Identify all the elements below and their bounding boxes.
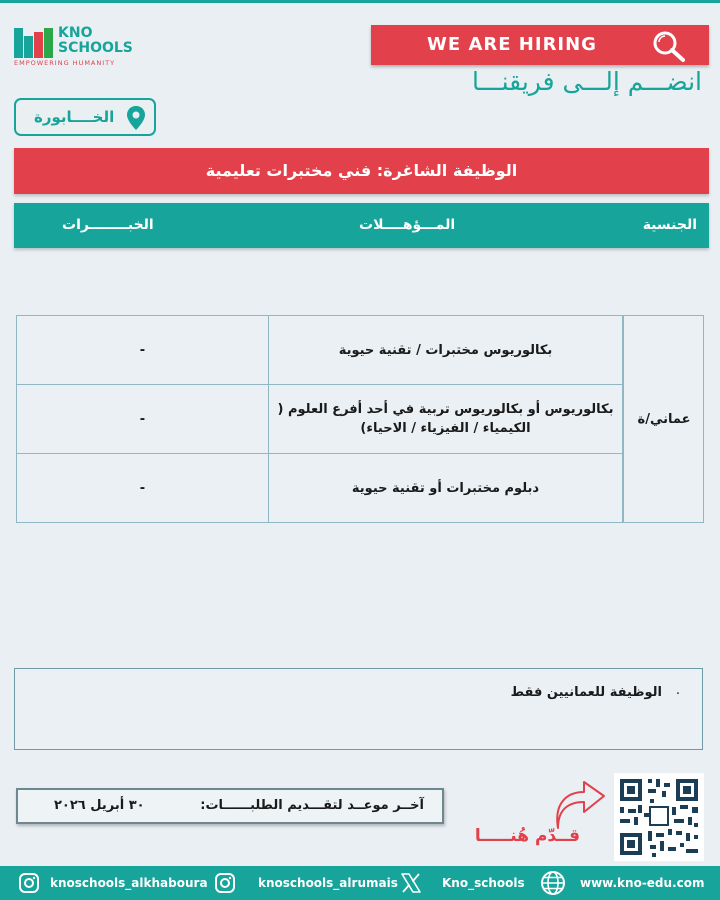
footer-item-instagram-alkhaboura[interactable] bbox=[18, 866, 208, 900]
logo-name bbox=[58, 26, 133, 56]
vacancy-bar bbox=[14, 148, 709, 194]
location-label: الخــــابورة bbox=[34, 108, 115, 126]
logo-name-line1: KNO bbox=[58, 25, 93, 41]
nationality-cell: عماني/ة bbox=[623, 316, 704, 523]
footer-item-x[interactable] bbox=[400, 866, 524, 900]
header-nationality: الجنسية bbox=[642, 217, 697, 233]
note-bullet: . bbox=[675, 683, 680, 698]
experience-cell-2: - bbox=[17, 385, 269, 454]
header-qualifications: المـــؤهــــلات bbox=[359, 217, 456, 233]
qualification-cell-3: دبلوم مختبرات أو تقنية حيوية bbox=[269, 454, 623, 523]
deadline-label: آخــر موعــد لتقـــديم الطلبــــــات: bbox=[200, 798, 424, 813]
footer-item-website[interactable] bbox=[540, 866, 710, 900]
logo-tagline: EMPOWERING HUMANITY bbox=[14, 59, 116, 67]
curved-arrow-icon bbox=[552, 780, 608, 832]
location-badge bbox=[14, 98, 156, 136]
footer-bar bbox=[0, 866, 720, 900]
kno-schools-logo bbox=[14, 26, 144, 70]
logo-mark-icon bbox=[14, 28, 54, 58]
footer-text-x: Kno_schools bbox=[442, 876, 525, 890]
globe-icon bbox=[540, 870, 566, 896]
note-text: الوظيفة للعمانيين فقط bbox=[510, 685, 662, 700]
job-requirements-table bbox=[16, 315, 704, 523]
table-header-bar bbox=[14, 203, 709, 248]
footer-text-website: www.kno-edu.com bbox=[580, 876, 705, 890]
hiring-text: WE ARE HIRING bbox=[427, 34, 597, 55]
deadline-box bbox=[16, 788, 444, 824]
location-pin-icon bbox=[126, 105, 146, 131]
apply-here-text: قــدّم هُنـــــا bbox=[474, 826, 580, 846]
join-text: انضـــم إلـــى فريقنـــا bbox=[472, 67, 702, 96]
qualification-cell-2: بكالوريوس أو بكالوريوس تربية في أحد أفرع العلوم ( الكيمياء / الفيزياء / الاحياء) bbox=[269, 385, 623, 454]
qualification-cell-1: بكالوريوس مختبرات / تقنية حيوية bbox=[269, 316, 623, 385]
vacancy-title: الوظيفة الشاغرة: فني مختبرات تعليمية bbox=[205, 161, 518, 180]
x-icon bbox=[400, 872, 422, 894]
logo-name-line2: SCHOOLS bbox=[58, 40, 133, 56]
footer-item-instagram-alrumais[interactable] bbox=[214, 866, 398, 900]
hiring-banner bbox=[371, 25, 709, 65]
note-box bbox=[14, 668, 703, 750]
instagram-icon bbox=[214, 872, 236, 894]
header-experience: الخبــــــــرات bbox=[62, 217, 154, 233]
experience-cell-1: - bbox=[17, 316, 269, 385]
search-icon bbox=[651, 29, 687, 63]
join-our-team bbox=[376, 64, 702, 102]
footer-text-alrumais: knoschools_alrumais bbox=[258, 876, 398, 890]
footer-text-alkhaboura: knoschools_alkhaboura bbox=[50, 876, 208, 890]
deadline-date: ٣٠ أبريل ٢٠٢٦ bbox=[54, 798, 145, 813]
top-accent-line bbox=[0, 0, 720, 3]
qr-code-icon[interactable] bbox=[614, 773, 704, 861]
instagram-icon bbox=[18, 872, 40, 894]
experience-cell-3: - bbox=[17, 454, 269, 523]
